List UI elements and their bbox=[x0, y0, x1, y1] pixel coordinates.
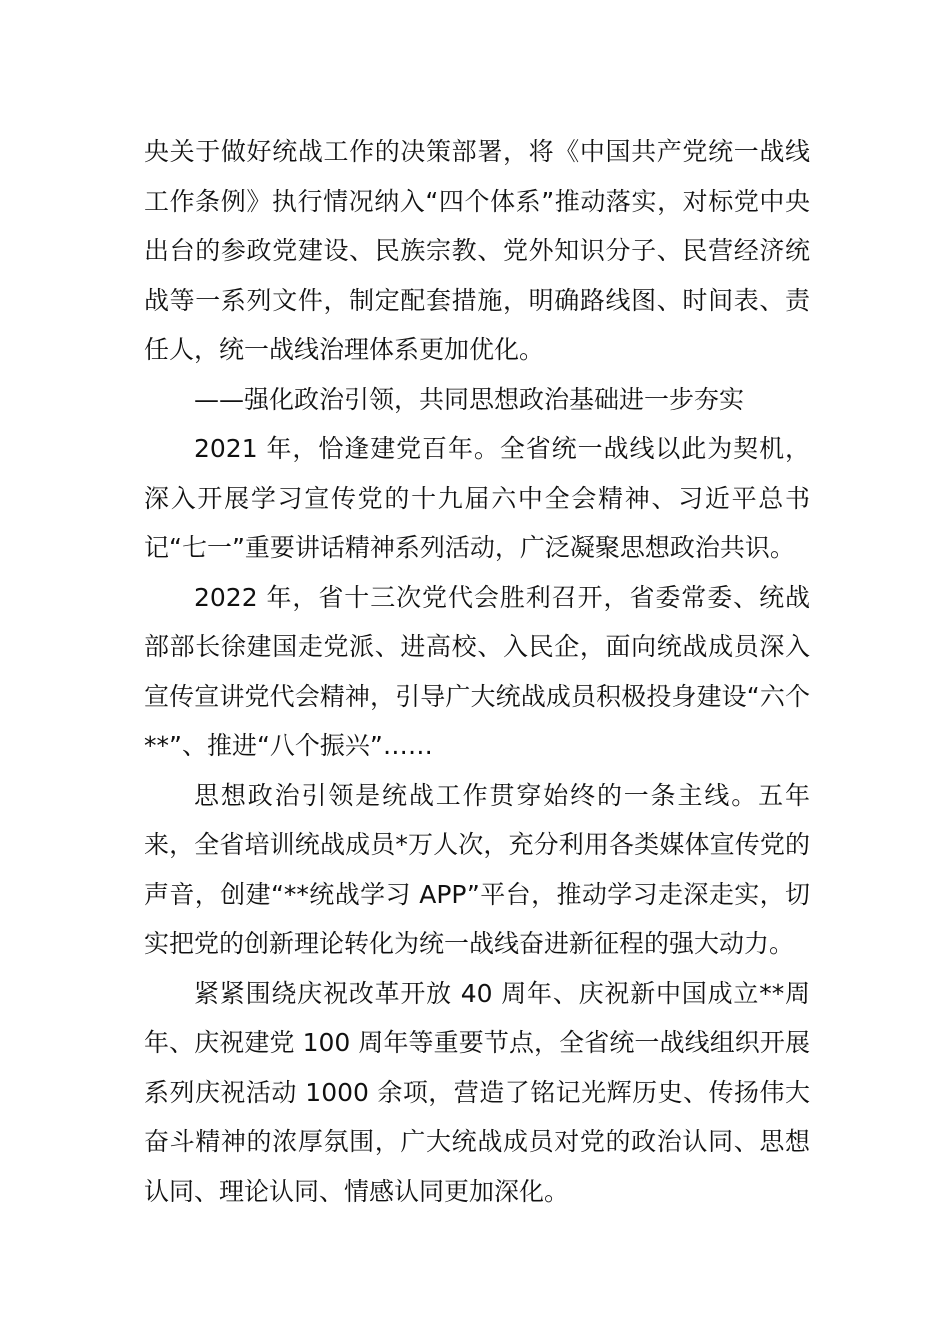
paragraph-2022: 2022 年，省十三次党代会胜利召开，省委常委、统战部部长徐建国走党派、进高校、入民企，面向统战成员深入宣传宣讲党代会精神，引导广大统战成员积极投身建设“六个**”、推进“八个振兴”…… bbox=[144, 582, 810, 760]
section-heading: ——强化政治引领，共同思想政治基础进一步夯实 bbox=[194, 384, 745, 414]
paragraph-celebrations: 紧紧围绕庆祝改革开放 40 周年、庆祝新中国成立**周年、庆祝建党 100 周年等重要节点，全省统一战线组织开展系列庆祝活动 1000 余项，营造了铭记光辉历史、传扬伟大奋斗精神的浓厚氛围，广大统战成员对党的政治认同、思想认同、理论认同、情感认同更加深化。 bbox=[144, 978, 810, 1206]
paragraph-continuation: 央关于做好统战工作的决策部署，将《中国共产党统一战线工作条例》执行情况纳入“四个体系”推动落实，对标党中央出台的参政党建设、民族宗教、党外知识分子、民营经济统战等一系列文件，制定配套措施，明确路线图、时间表、责任人，统一战线治理体系更加优化。 bbox=[144, 137, 810, 364]
document-body bbox=[144, 127, 810, 1216]
paragraph-ideology-guidance: 思想政治引领是统战工作贯穿始终的一条主线。五年来，全省培训统战成员*万人次，充分利用各类媒体宣传党的声音，创建“**统战学习 APP”平台，推动学习走深走实，切实把党的创新理论转化为统一战线奋进新征程的强大动力。 bbox=[144, 780, 810, 958]
paragraph-2021: 2021 年，恰逢建党百年。全省统一战线以此为契机，深入开展学习宣传党的十九届六中全会精神、习近平总书记“七一”重要讲话精神系列活动，广泛凝聚思想政治共识。 bbox=[144, 434, 810, 562]
